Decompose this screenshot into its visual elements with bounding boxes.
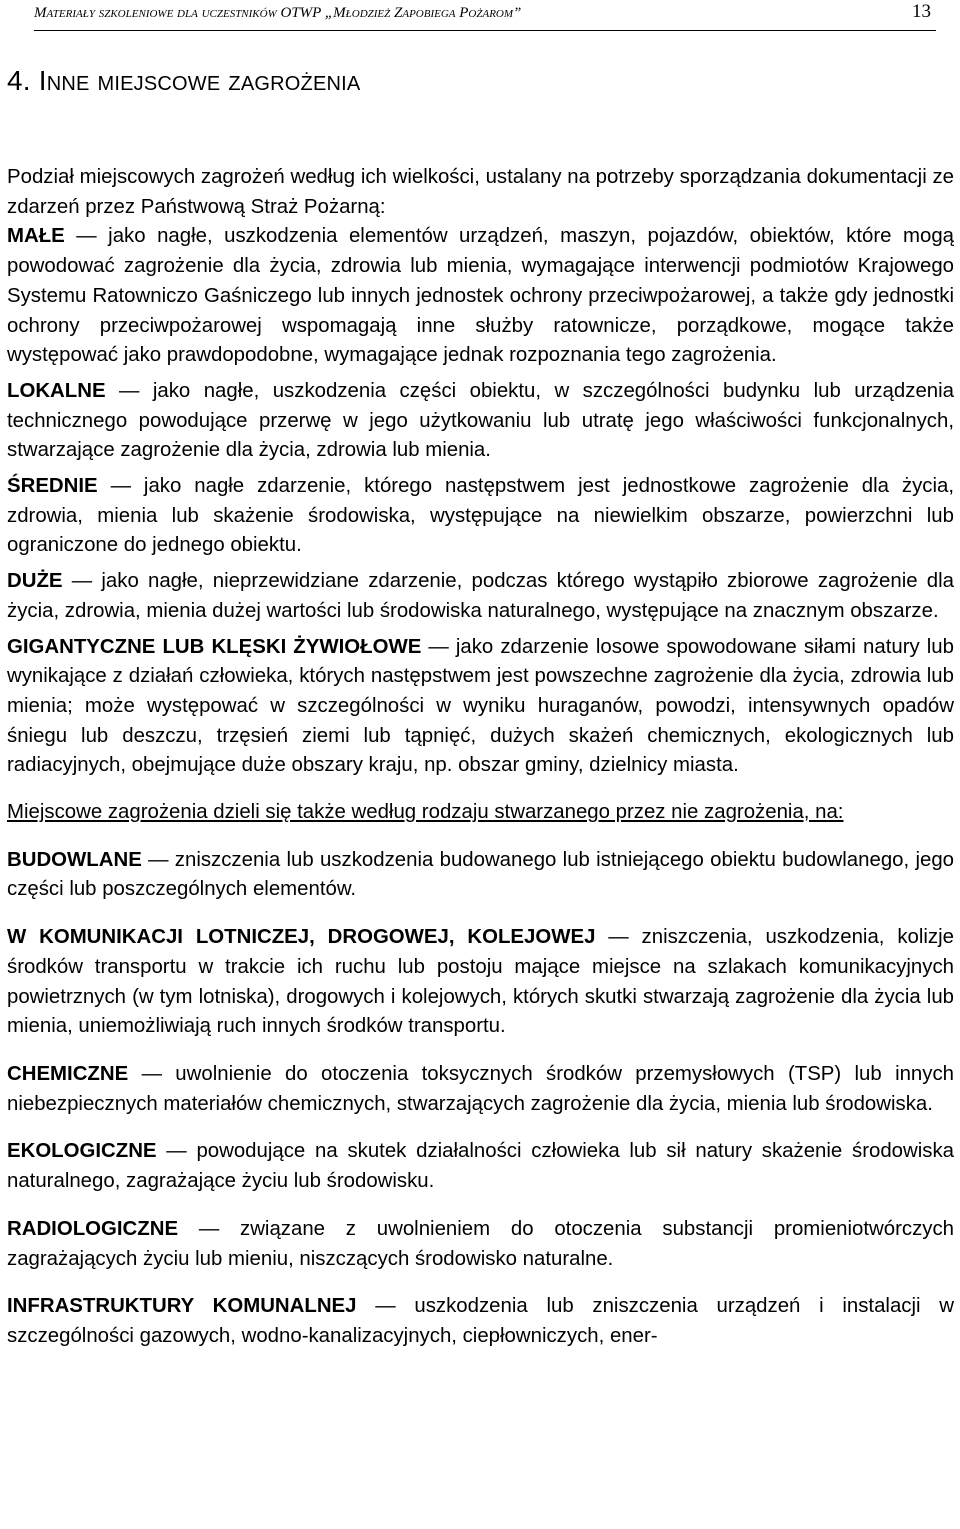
definition-term: BUDOWLANE <box>7 848 142 871</box>
definition-text: jako nagłe, uszkodzenia elementów urządzeń, maszyn, pojazdów, obiektów, które mogą powodować zagrożenie dla życia, zdrowia lub mienia, wymagające interwencji podmiotów Krajowego Systemu Ratowniczo Gaśniczego lub innych jednostek ochrony przeciwpożarowej, a także gdy jednostki ochrony przeciwpożarowej wspomagają inne służby ratownicze, porządkowe, mogące także występować jako prawdopodobne, wymagające jednak rozpoznania tego zagrożenia. <box>7 225 955 367</box>
definition-text: jako zdarzenie losowe spowodowane siłami natury lub wynikające z działań człowieka, których następstwem jest powszechne zagrożenie dla życia, zdrowia lub mienia; może występować w szczególności w wyniku huraganów, powodzi, intensywnych opadów śniegu lub deszczu, trzęsień ziemi lub tąpnięć, dużych skażeń chemicznych, ekologicznych lub radiacyjnych, obejmujące duże obszary kraju, np. obszar gminy, dzielnicy miasta. <box>7 635 954 777</box>
definition-gigantyczne <box>7 633 954 782</box>
definition-male <box>7 222 954 371</box>
definition-dash: — <box>198 1217 220 1240</box>
definition-dash: — <box>148 848 169 871</box>
definition-term: GIGANTYCZNE LUB KLĘSKI ŻYWIOŁOWE <box>7 635 422 658</box>
running-header <box>34 0 936 31</box>
definition-chemiczne <box>7 1060 954 1119</box>
definition-text: jako nagłe, uszkodzenia części obiektu, w szczególności budynku lub urządzenia technicznego powodujące przerwę w jego użytkowaniu lub utratę jego właściwości funkcjonalnych, stwarzające zagrożenie dla życia, zdrowia lub mienia. <box>7 379 954 462</box>
definition-term: MAŁE <box>7 225 65 248</box>
intro-paragraph: Podział miejscowych zagrożeń według ich wielkości, ustalany na potrzeby sporządzania dokumentacji ze zdarzeń przez Państwową Straż Pożarną: <box>7 166 954 218</box>
definition-text: jako nagłe zdarzenie, którego następstwem jest jednostkowe zagrożenie dla życia, zdrowia, mienia lub skażenie środowiska, występujące na niewielkim obszarze, powierzchni lub ograniczone do jednego obiektu. <box>7 475 954 557</box>
definition-dash: — <box>608 926 629 949</box>
type-categories-list <box>7 846 954 1352</box>
definition-dash: — <box>428 635 449 658</box>
definition-text: związane z uwolnieniem do otoczenia substancji promieniotwórczych zagrażających życiu lub mieniu, niszczących środowisko naturalne. <box>7 1217 955 1270</box>
definition-text: zniszczenia lub uszkodzenia budowanego lub istniejącego obiektu budowlanego, jego części lub poszczególnych elementów. <box>7 848 955 901</box>
definition-dash: — <box>119 379 140 402</box>
definition-duze <box>7 567 954 626</box>
definition-radiologiczne <box>7 1215 954 1274</box>
definition-term: W KOMUNIKACJI LOTNICZEJ, DROGOWEJ, KOLEJOWEJ <box>7 926 596 949</box>
definition-term: ŚREDNIE <box>7 475 98 498</box>
definition-budowlane <box>7 846 954 905</box>
definition-text: zniszczenia, uszkodzenia, kolizje środków transportu w trakcie ich ruchu lub postoju mające miejsce na szlakach komunikacyjnych powietrznych (w tym lotniska), drogowych i kolejowych, których skutki stwarzają zagrożenie dla życia lub mienia, uniemożliwiają ruch innych środków transportu. <box>7 926 954 1038</box>
definition-komunikacja <box>7 923 954 1042</box>
definition-term: EKOLOGICZNE <box>7 1140 157 1163</box>
definition-dash: — <box>110 475 131 498</box>
page-number: 13 <box>912 1 931 22</box>
definition-text: uwolnienie do otoczenia toksycznych środków przemysłowych (TSP) lub innych niebezpiecznych materiałów chemicznych, stwarzających zagrożenie dla życia, mienia lub środowiska. <box>7 1062 955 1115</box>
definition-term: DUŻE <box>7 570 63 593</box>
definition-srednie <box>7 472 954 561</box>
definition-text: jako nagłe, nieprzewidziane zdarzenie, podczas którego wystąpiło zbiorowe zagrożenie dla życia, zdrowia, mienia dużej wartości lub środowiska naturalnego, występujące na znacznym obszarze. <box>7 570 955 622</box>
header-title: Materiały szkoleniowe dla uczestników OTWP „Młodzież Zapobiega Pożarom” <box>34 5 522 21</box>
definition-term: CHEMICZNE <box>7 1062 129 1085</box>
size-categories-list <box>7 222 954 781</box>
type-intro-paragraph: Miejscowe zagrożenia dzieli się także według rodzaju stwarzanego przez nie zagrożenia, na: <box>7 801 844 824</box>
definition-term: INFRASTRUKTURY KOMUNALNEJ <box>7 1295 357 1318</box>
definition-term: RADIOLOGICZNE <box>7 1217 179 1240</box>
definition-dash: — <box>76 225 97 248</box>
definition-text: powodujące na skutek działalności człowieka lub sił natury skażenie środowiska naturalnego, zagrażające życiu lub środowisku. <box>7 1140 954 1193</box>
definition-dash: — <box>71 570 93 593</box>
definition-ekologiczne <box>7 1137 954 1196</box>
section-title: 4. Inne miejscowe zagrożenia <box>7 65 361 96</box>
definition-dash: — <box>375 1295 396 1318</box>
definition-infrastruktura <box>7 1292 954 1351</box>
definition-term: LOKALNE <box>7 379 106 402</box>
definition-text: uszkodzenia lub zniszczenia urządzeń i instalacji w szczególności gazowych, wodno-kanalizacyjnych, ciepłowniczych, ener- <box>7 1295 955 1347</box>
definition-lokalne <box>7 377 954 466</box>
definition-dash: — <box>141 1062 162 1085</box>
definition-dash: — <box>166 1140 187 1163</box>
